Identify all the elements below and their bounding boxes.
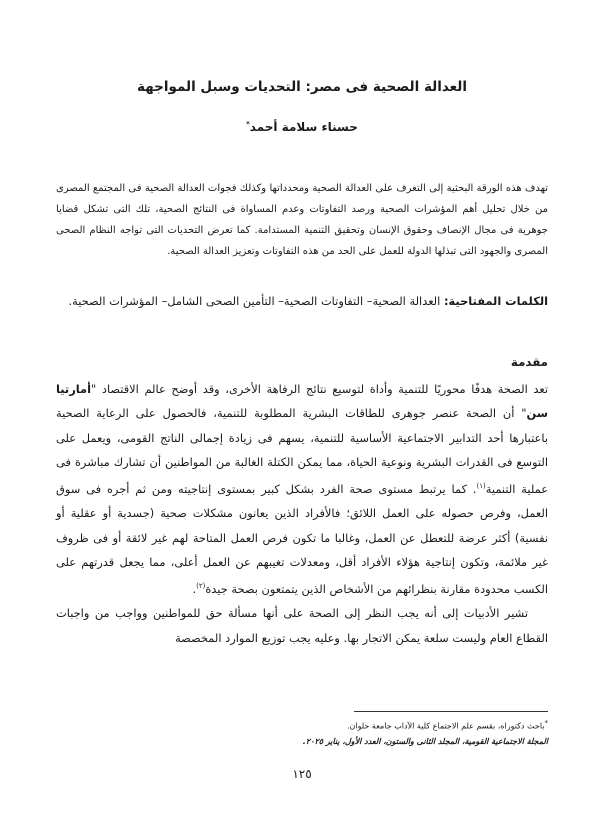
reference-1: (١) bbox=[476, 482, 486, 491]
paragraph-1-part-4: . bbox=[192, 581, 197, 596]
section-title-introduction: مقدمة bbox=[510, 355, 548, 369]
paragraph-2: تشير الأدبيات إلى أنه يجب النظر إلى الصحة على أنها مسألة حق للمواطنين وواجب من واجبات القطاع العام وليست سلعة يمكن الاتجار بها. وعليه يجب توزيع الموارد المخصصة bbox=[56, 606, 548, 645]
paragraph-1-part-3: . كما يرتبط مستوى صحة الفرد بشكل كبير بمستوى إنتاجيته ومن ثم أجره فى سوق العمل، وفرص حصوله على العمل اللائق؛ فالأفراد الذين يعانون مشكلات صحية (جسدية أو عقلية أو نفسية) أكثر عرضة للتعطل عن العمل، وغالبا ما تكون فرص العمل المتاحة لهم غير لائقة أو فى ظروف غير ملائمة، وتكون إنتاجية هؤلاء الأفراد أقل، ومعدلات تغيبهم عن العمل أعلى، مما يجعل قدرتهم على الكسب محدودة مقارنة بنظرائهم من الأشخاص الذين يتمتعون بصحة جيدة bbox=[56, 481, 548, 596]
author-line bbox=[60, 120, 544, 134]
keywords-label: الكلمات المفتاحية: bbox=[443, 294, 548, 308]
paragraph-1-part-2: " أن الصحة عنصر جوهرى للطاقات البشرية المطلوبة للتنمية، فالحصول على الرعاية الصحية باعتبارها أحد التدابير الاجتماعية الأساسية للتنمية، يسهم فى زيادة إجمالى الناتج القومى، ويعمل على التوسع فى القدرات البشرية ونوعية الحياة، مما يمكن الكتلة الغالبة من المواطنين أن تشارك مباشرة فى عملية التنمية bbox=[56, 406, 548, 496]
footnote bbox=[347, 719, 548, 731]
abstract: تهدف هذه الورقة البحثية إلى التعرف على العدالة الصحية ومحدداتها وكذلك فجوات العدالة الصحية فى المجتمع المصرى من خلال تحليل أهم المؤشرات الصحية ورصد التفاوتات وعدم المساواة فى النتائج الصحية، تلك التى تشكل قضايا جوهرية فى مجال الإنصاف وحقوق الإنسان وتحقيق التنمية المستدامة. كما تعرض التحديات التى تواجه النظام الصحى المصرى والجهود التى تبذلها الدولة للعمل على الحد من هذه التفاوتات وتعزيز العدالة الصحية. bbox=[56, 183, 548, 257]
author-name: حسناء سلامة أحمد bbox=[249, 120, 358, 134]
paragraph-1-part-1: تعد الصحة هدفًا محوريًا للتنمية وأداة لتوسيع نتائج الرفاهة الأخرى، وقد أوضح عالم الاقتصاد " bbox=[91, 382, 548, 396]
keywords bbox=[56, 289, 548, 314]
footnote-mark: * bbox=[544, 719, 548, 727]
page-number: ١٢٥ bbox=[292, 767, 312, 781]
journal-citation: المجلة الاجتماعية القومية، المجلد الثانى والستون، العدد الأول، يناير ٢٠٢٥. bbox=[302, 737, 548, 746]
paragraph-1 bbox=[56, 377, 548, 601]
keywords-text: العدالة الصحية– التفاوتات الصحية– التأمين الصحى الشامل– المؤشرات الصحية. bbox=[68, 294, 441, 308]
economist-name: أمارتيا سن bbox=[56, 382, 548, 421]
paper-title: العدالة الصحية فى مصر: التحديات وسبل المواجهة bbox=[137, 79, 467, 95]
body-text bbox=[56, 377, 548, 650]
footnote-divider bbox=[354, 711, 548, 712]
reference-2: (٢) bbox=[196, 582, 206, 591]
author-footnote-mark: * bbox=[246, 120, 250, 128]
footnote-text: باحث دكتوراه، بقسم علم الاجتماع كلية الآداب جامعة حلوان. bbox=[347, 721, 545, 731]
